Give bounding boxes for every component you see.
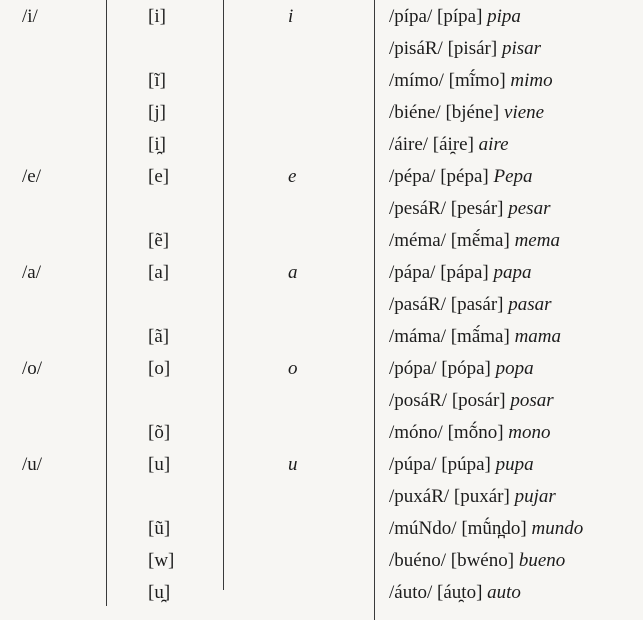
example-cell — [389, 38, 541, 60]
spelled-word: popa — [495, 358, 534, 379]
phonetic-transcription: [ái̯re] — [432, 134, 474, 155]
example-cell — [389, 70, 553, 92]
phonemic-transcription: /mímo/ — [389, 70, 444, 91]
phonemic-transcription: /áire/ — [389, 134, 429, 155]
allophone-cell: [w] — [148, 550, 175, 571]
spelled-word: aire — [478, 134, 509, 155]
spelled-word: mundo — [531, 518, 584, 539]
allophone-cell: [j] — [148, 102, 166, 123]
phonemic-transcription: /puxáR/ — [389, 486, 450, 507]
allophone-cell: [e] — [148, 166, 170, 187]
example-cell — [389, 518, 583, 540]
phoneme-cell: /o/ — [22, 358, 43, 379]
allophone-cell: [o] — [148, 358, 171, 379]
phonemic-transcription: /pápa/ — [389, 262, 436, 283]
spelled-word: auto — [487, 582, 521, 603]
example-cell — [389, 454, 534, 476]
phonetic-transcription: [púpa] — [441, 454, 491, 475]
column-divider-middle — [223, 0, 224, 590]
phonemic-transcription: /púpa/ — [389, 454, 437, 475]
example-cell — [389, 582, 521, 604]
spelled-word: mema — [514, 230, 560, 251]
example-cell — [389, 326, 561, 348]
phonetic-transcription: [mṹn̪do] — [461, 518, 527, 539]
spelled-word: pasar — [508, 294, 552, 315]
grapheme-cell: i — [288, 6, 294, 27]
phoneme-cell: /e/ — [22, 166, 41, 187]
phonetic-transcription: [pópa] — [441, 358, 491, 379]
spelled-word: bueno — [518, 550, 566, 571]
phonemic-transcription: /áuto/ — [389, 582, 433, 603]
phonetic-transcription: [pípa] — [437, 6, 483, 27]
spelled-word: papa — [493, 262, 532, 283]
example-cell — [389, 6, 521, 28]
phonetic-transcription: [pépa] — [440, 166, 489, 187]
phonetic-transcription: [pisár] — [447, 38, 498, 59]
spelled-word: mimo — [510, 70, 553, 91]
grapheme-cell: o — [288, 358, 298, 379]
phonemic-transcription: /máma/ — [389, 326, 446, 347]
example-cell — [389, 294, 552, 316]
example-cell — [389, 230, 560, 252]
phonetic-transcription: [áu̯to] — [437, 582, 483, 603]
column-divider-right — [374, 0, 375, 620]
phonemic-transcription: /pesáR/ — [389, 198, 446, 219]
phonemic-transcription: /buéno/ — [389, 550, 446, 571]
spelled-word: viene — [504, 102, 545, 123]
spelled-word: pipa — [487, 6, 521, 27]
phonemic-transcription: /posáR/ — [389, 390, 448, 411]
phonemic-transcription: /pípa/ — [389, 6, 433, 27]
phonetic-transcription: [bjéne] — [445, 102, 500, 123]
example-cell — [389, 166, 533, 188]
example-cell — [389, 422, 551, 444]
spelled-word: mono — [508, 422, 551, 443]
allophone-cell: [u] — [148, 454, 171, 475]
phonetic-transcription: [mã́ma] — [450, 326, 510, 347]
phoneme-cell: /u/ — [22, 454, 43, 475]
phonetic-transcription: [pesár] — [450, 198, 504, 219]
example-cell — [389, 358, 534, 380]
example-cell — [389, 134, 509, 156]
allophone-cell: [õ] — [148, 422, 171, 443]
spelled-word: posar — [510, 390, 554, 411]
phonetic-transcription: [mṍno] — [447, 422, 504, 443]
spelled-word: mama — [514, 326, 562, 347]
allophone-cell: [ũ] — [148, 518, 171, 539]
phoneme-cell: /a/ — [22, 262, 41, 283]
example-cell — [389, 198, 550, 220]
example-cell — [389, 262, 531, 284]
phonemic-transcription: /múNdo/ — [389, 518, 457, 539]
allophone-cell: [ẽ] — [148, 230, 170, 251]
phonetic-transcription: [bwéno] — [450, 550, 515, 571]
example-cell — [389, 390, 554, 412]
grapheme-cell: a — [288, 262, 298, 283]
spelled-word: pupa — [495, 454, 534, 475]
column-divider-left — [106, 0, 107, 606]
phonemic-transcription: /pépa/ — [389, 166, 436, 187]
phonetic-transcription: [posár] — [451, 390, 506, 411]
phoneme-cell: /i/ — [22, 6, 38, 27]
phonemic-transcription: /móno/ — [389, 422, 443, 443]
phonemic-transcription: /pisáR/ — [389, 38, 443, 59]
allophone-cell: [u̯] — [148, 582, 171, 603]
allophone-cell: [ĩ] — [148, 70, 166, 91]
spelled-word: pesar — [508, 198, 551, 219]
example-cell — [389, 102, 544, 124]
grapheme-cell: e — [288, 166, 297, 187]
phonetic-transcription: [pasár] — [450, 294, 504, 315]
grapheme-cell: u — [288, 454, 298, 475]
phonetic-transcription: [mẽ́ma] — [450, 230, 510, 251]
spelled-word: pisar — [501, 38, 542, 59]
allophone-cell: [a] — [148, 262, 170, 283]
example-cell — [389, 486, 556, 508]
phonetic-transcription: [mĩ́mo] — [448, 70, 506, 91]
phonemic-transcription: /pasáR/ — [389, 294, 446, 315]
allophone-cell: [i] — [148, 6, 166, 27]
example-cell — [389, 550, 565, 572]
phonemic-transcription: /méma/ — [389, 230, 446, 251]
allophone-cell: [ã] — [148, 326, 170, 347]
allophone-cell: [i̯] — [148, 134, 166, 155]
spelled-word: Pepa — [493, 166, 533, 187]
phonetic-transcription: [pápa] — [440, 262, 489, 283]
phonemic-transcription: /biéne/ — [389, 102, 441, 123]
spelled-word: pujar — [514, 486, 556, 507]
phonemic-transcription: /pópa/ — [389, 358, 437, 379]
phonetic-transcription: [puxár] — [453, 486, 510, 507]
